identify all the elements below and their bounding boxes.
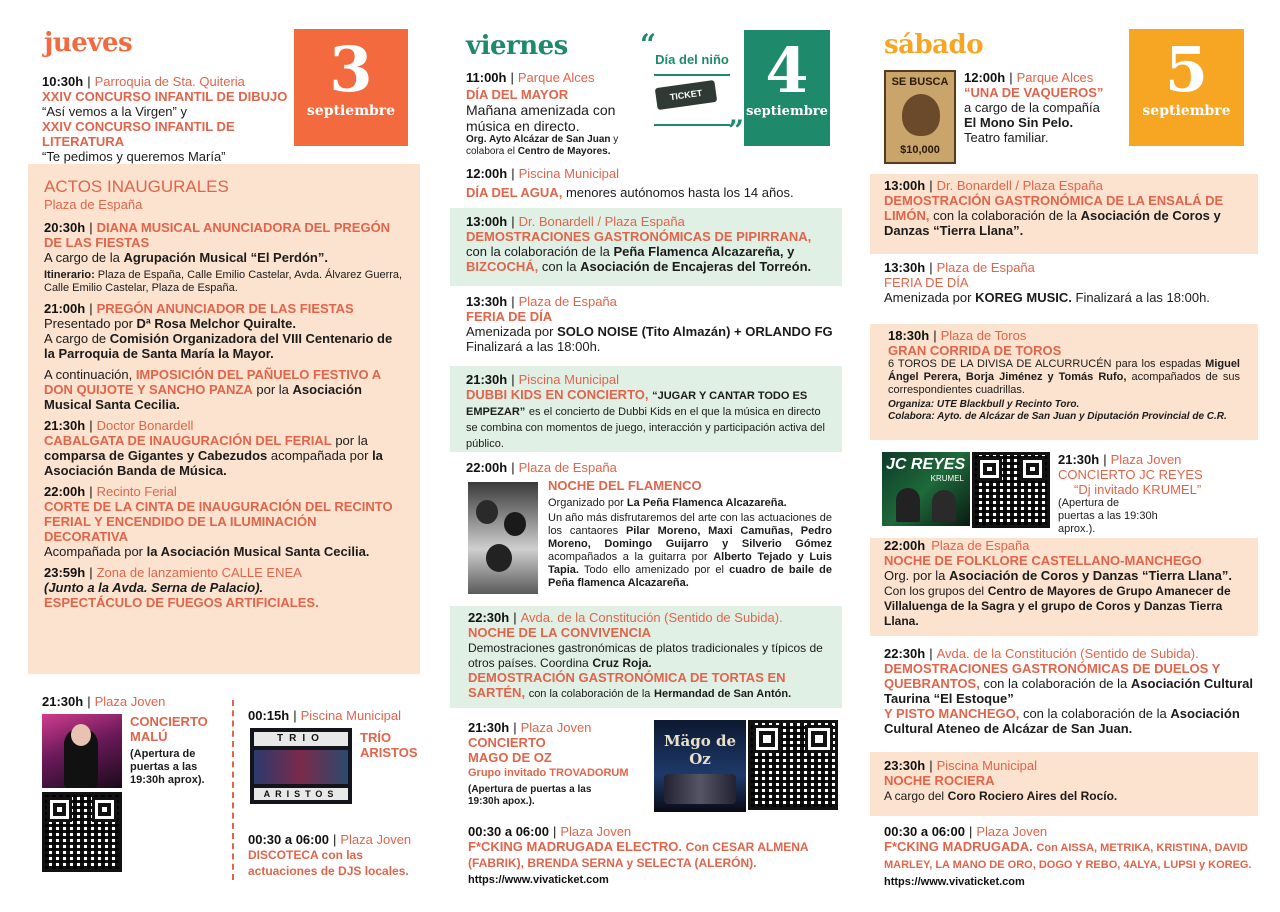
text: Un año más disfrutaremos del arte con las actuaciones de los cantaores xyxy=(548,512,832,537)
text-bold: El Mono Sin Pelo. xyxy=(964,115,1074,130)
event-title: FERIA DE DÍA xyxy=(466,309,553,324)
date-month: septiembre xyxy=(1142,103,1231,119)
text-bold: Miguel Ángel Perera, Borja Jiménez y Tomás Rufo, xyxy=(888,358,1240,383)
event-time: 22:00h xyxy=(466,460,508,475)
text-bold: Peña Flamenca Alcazareña, y xyxy=(613,244,795,259)
text-bold: Asociación Cultural Taurina “El Estoque” xyxy=(884,676,1253,706)
event-6: 22:30h | Avda. de la Constitución (Sentido de Subida). DEMOSTRACIONES GASTRONÓMICAS DE DUELOS Y QUEBRANTOS, con la colaboración de la Asociación Cultural Taurina “El Estoque” Y PISTO MANCHEGO, con la colaboración de la Asociación Cultural Ateneo de Alcázar de San Juan. xyxy=(884,646,1253,736)
event-place: Plaza Joven xyxy=(520,720,592,735)
event-guest: “Dj invitado KRUMEL” xyxy=(1074,482,1202,497)
section-place: Plaza de España xyxy=(44,197,143,212)
event-8: 00:30 a 06:00 | Plaza Joven DISCOTECA con las actuaciones de DJS locales. xyxy=(248,832,412,878)
event-8: 00:30 a 06:00 | Plaza Joven F*CKING MADRUGADA. Con AISSA, METRIKA, KRISTINA, DAVID MARLEY, LA MANO DE ORO, DOGO Y REBO, 4ALYA, LUPSI y KOREG. https://www.vivaticket.com xyxy=(884,824,1252,888)
text-bold: Org. Ayto Alcázar de San Juan xyxy=(466,134,611,145)
event-title: PREGÓN ANUNCIADOR DE LAS FIESTAS xyxy=(96,301,354,316)
event-title: DEMOSTRACIONES GASTRONÓMICAS DE PIPIRRANA, xyxy=(466,229,812,244)
text: con la colaboración de la xyxy=(466,244,610,259)
event-title: DIANA MUSICAL ANUNCIADORA DEL PREGÓN DE LAS FIESTAS xyxy=(44,220,391,250)
event-time: 21:30h xyxy=(468,720,510,735)
event-4: 22:00h | Recinto Ferial CORTE DE LA CINTA DE INAUGURACIÓN DEL RECINTO FERIAL Y ENCENDIDO DE LA ILUMINACIÓN DECORATIVA Acompañada por la Asociación Musical Santa Cecilia. xyxy=(44,484,393,559)
event-3: 21:30h | Doctor Bonardell CABALGATA DE INAUGURACIÓN DEL FERIAL por la comparsa de Gigantes y Cabezudos acompañada por la Asociación Banda de Música. xyxy=(44,418,383,478)
day-title: jueves xyxy=(44,28,133,58)
jc-reyes-photo xyxy=(882,452,970,526)
logo-text: ARISTOS xyxy=(254,788,348,800)
text: A continuación, xyxy=(44,367,133,382)
event-note: (Junto a la Avda. Serna de Palacio). xyxy=(44,580,264,595)
text: con la xyxy=(541,259,577,274)
event-place: Doctor Bonardell xyxy=(96,418,194,433)
ticket-icon: TICKET xyxy=(655,80,717,110)
event-title: DÍA DEL AGUA, xyxy=(466,185,563,200)
event-title: NOCHE DE FOLKLORE CASTELLANO-MANCHEGO xyxy=(884,553,1202,568)
text: Acompañada por xyxy=(44,544,144,559)
text-bold: Agrupación Musical “El Perdón”. xyxy=(123,250,328,265)
event-time: 22:30h xyxy=(884,646,926,661)
text: Finalizará a las 18:00h. xyxy=(466,339,601,354)
date-number: 4 xyxy=(765,34,809,107)
event-place: Plaza de España xyxy=(518,294,617,309)
actos-inaugurales-panel xyxy=(28,164,420,674)
text: Amenizada por xyxy=(466,324,554,339)
qr-code-mago-de-oz[interactable] xyxy=(748,720,838,810)
text-bold: Dª Rosa Melchor Quiralte. xyxy=(136,316,296,331)
collaborator: Colabora: Ayto. de Alcázar de San Juan y Diputación Provincial de C.R. xyxy=(888,411,1227,422)
event-place: Piscina Municipal xyxy=(518,166,620,181)
text: por la xyxy=(256,382,289,397)
event-place: Plaza Joven xyxy=(976,824,1048,839)
event-5: 22:00h | Plaza de España xyxy=(466,460,617,475)
event-title: BIZCOCHÁ, xyxy=(466,259,539,274)
text-bold: Centro de Mayores. xyxy=(517,146,611,157)
event-place: Plaza Joven xyxy=(560,824,632,839)
event-time: 23:59h xyxy=(44,565,86,580)
text-bold: Asociación Musical Santa Cecilia. xyxy=(44,382,362,412)
text-bold: la Asociación Banda de Música. xyxy=(44,448,383,478)
text-bold: Coro Rociero Aires del Rocío. xyxy=(947,789,1118,803)
event-5 xyxy=(870,538,1258,636)
event-subtitle: “Así vemos a la Virgen” y xyxy=(42,104,187,119)
text: Amenizada por xyxy=(884,290,972,305)
event-time: 21:30h xyxy=(42,694,84,709)
event-place: Plaza Joven xyxy=(1110,452,1182,467)
event-time: 18:30h xyxy=(888,328,930,343)
text-bold: “JUGAR Y CANTAR TODO ES EMPEZAR” xyxy=(466,390,808,418)
text: con la colaboración de la xyxy=(933,208,1077,223)
date-month: septiembre xyxy=(306,103,396,119)
event-2: 13:00h | Dr. Bonardell / Plaza España DEMOSTRACIONES GASTRONÓMICAS DE PIPIRRANA, con la colaboración de la Peña Flamenca Alcazareña, y BIZCOCHÁ, con la Asociación de Encajeras del Torreón. xyxy=(450,208,842,286)
event-title: DUBBI KIDS EN CONCIERTO, xyxy=(466,387,649,402)
divider xyxy=(232,700,234,880)
quote-close-icon: ” xyxy=(727,114,744,147)
text: Presentado por xyxy=(44,316,133,331)
se-busca-poster xyxy=(884,70,956,164)
event-7: 21:30h | Plaza Joven CONCIERTO MAGO DE OZ Grupo invitado TROVADORUM (Apertura de puertas a las 19:30h apox.). xyxy=(468,720,648,808)
event-title: F*CKING MADRUGADA. xyxy=(884,839,1033,854)
quote-open-icon: “ xyxy=(640,28,657,61)
event-place: Recinto Ferial xyxy=(96,484,177,499)
column-jueves xyxy=(28,0,420,912)
event-title: CORTE DE LA CINTA DE INAUGURACIÓN DEL RECINTO FERIAL Y ENCENDIDO DE LA ILUMINACIÓN DECORATIVA xyxy=(44,499,393,544)
event-place: Plaza de Toros xyxy=(940,328,1027,343)
event-title: GRAN CORRIDA DE TOROS xyxy=(888,343,1062,358)
event-time: 22:00h xyxy=(884,538,926,553)
text-bold: Comisión Organizadora del VIII Centenario de la Parroquia de Santa María la Mayor. xyxy=(44,331,393,361)
event-3: 18:30h | Plaza de Toros GRAN CORRIDA DE TOROS 6 TOROS DE LA DIVISA DE ALCURRUCÉN para los espadas Miguel Ángel Perera, Borja Jiménez y Tomás Rufo, acompañados de sus correspondientes cuadrillas. Organiza: UTE Blackbull y Recinto Toro. Colabora: Ayto. de Alcázar de San Juan y Diputación Provincial de C.R. xyxy=(870,324,1258,440)
event-place: Avda. de la Constitución (Sentido de Subida). xyxy=(520,610,783,625)
event-title: CONCIERTO MALÚ xyxy=(130,714,208,744)
event-title: IMPOSICIÓN DEL PAÑUELO FESTIVO A DON QUIJOTE Y SANCHO PANZA xyxy=(44,367,381,397)
column-sabado xyxy=(870,0,1260,912)
event-time: 13:30h xyxy=(884,260,926,275)
trio-aristos-logo xyxy=(250,728,352,804)
text: Todo ello amenizado por el xyxy=(583,564,724,576)
event-time: 13:30h xyxy=(466,294,508,309)
event-time: 12:00h xyxy=(466,166,508,181)
text: acompañados de sus correspondientes cuadrillas. xyxy=(888,371,1240,396)
event-place: Dr. Bonardell / Plaza España xyxy=(936,178,1103,193)
text: a cargo de la compañía xyxy=(964,100,1100,115)
event-place: Plaza Joven xyxy=(340,832,412,847)
text: acompañada por xyxy=(270,448,369,463)
event-time: 00:30 a 06:00 xyxy=(248,832,329,847)
event-6: 22:30h | Avda. de la Constitución (Sentido de Subida). NOCHE DE LA CONVIVENCIA Demostraciones gastronómicas de platos tradicionales y típicos de otros países. Coordina Cruz Roja. DEMOSTRACIÓN GASTRONÓMICA DE TORTAS EN SARTÉN, con la colaboración de la Hermandad de San Antón. xyxy=(450,606,842,708)
event-title: XXIV CONCURSO INFANTIL DE LITERATURA xyxy=(42,119,235,149)
event-place: Plaza de España xyxy=(936,260,1035,275)
event-0: 10:30h | Parroquia de Sta. Quiteria XXIV CONCURSO INFANTIL DE DIBUJO “Así vemos a la Virgen” y XXIV CONCURSO INFANTIL DE LITERATURA “Te pedimos y queremos María” xyxy=(42,74,288,164)
event-1: 12:00h | Piscina Municipal DÍA DEL AGUA, menores autónomos hasta los 14 años. xyxy=(466,166,794,200)
event-desc: menores autónomos hasta los 14 años. xyxy=(565,185,794,200)
text: Org. por la xyxy=(884,568,946,583)
poster-text: $10,000 xyxy=(900,144,940,156)
text-bold: Centro de Mayores de Grupo Amanecer de Villaluenga de la Sagra y el grupo de Coros y Danzas Tierra Llana. xyxy=(884,584,1231,628)
event-time: 23:30h xyxy=(884,758,926,773)
event-place: Zona de lanzamiento CALLE ENEA xyxy=(96,565,302,580)
text-bold: Asociación de Coros y Danzas “Tierra Llana”. xyxy=(884,208,1221,238)
ticket-link[interactable]: https://www.vivaticket.com xyxy=(884,876,1025,888)
event-subtitle: “Te pedimos y queremos María” xyxy=(42,149,226,164)
event-note: (Apertura de puertas a las 19:30h apox.). xyxy=(468,784,592,807)
event-desc: Con AISSA, METRIKA, KRISTINA, DAVID MARLEY, LA MANO DE ORO, DOGO Y REBO, 4ALYA, LUPSI y KOREG. xyxy=(884,842,1252,871)
event-time: 21:30h xyxy=(1058,452,1100,467)
text: A cargo de xyxy=(44,331,107,346)
event-title: CABALGATA DE INAUGURACIÓN DEL FERIAL xyxy=(44,433,332,448)
event-time: 20:30h xyxy=(44,220,86,235)
event-place: Plaza Joven xyxy=(94,694,166,709)
event-desc: Demostraciones gastronómicas de platos tradicionales y típicos de otros países. Coordina xyxy=(468,641,823,670)
event-title: NOCHE ROCIERA xyxy=(884,773,995,788)
logo-text: Mägo de Oz xyxy=(663,732,737,768)
event-6-info xyxy=(130,714,216,787)
column-viernes xyxy=(450,0,842,912)
event-guest: Grupo invitado TROVADORUM xyxy=(468,767,629,779)
text: por la xyxy=(335,433,368,448)
text-bold: cuadro de baile de Peña flamenca Alcazareña. xyxy=(548,564,832,589)
event-desc: es el concierto de Dubbi Kids en el que la música en directo se combina con momentos de juego, interacción y participación activa del público. xyxy=(466,406,825,450)
event-0: 12:00h | Parque Alces “UNA DE VAQUEROS” a cargo de la compañía El Mono Sin Pelo. Teatro familiar. xyxy=(964,70,1104,145)
event-2: 13:30h | Plaza de España FERIA DE DÍA Amenizada por KOREG MUSIC. Finalizará a las 18:00h. xyxy=(884,260,1210,305)
poster-text: SE BUSCA xyxy=(891,76,949,88)
event-4: 21:30h | Plaza Joven CONCIERTO JC REYES “Dj invitado KRUMEL” (Apertura de puertas a las 19:30h aprox.). xyxy=(1058,452,1203,535)
text-bold: Alberto Tejado y Luis Tapia. xyxy=(548,551,833,576)
text: Organizado por xyxy=(548,497,624,509)
text: Teatro familiar. xyxy=(964,130,1049,145)
event-time: 21:30h xyxy=(44,418,86,433)
event-time: 13:00h xyxy=(466,214,508,229)
text-bold: Asociación de Coros y Danzas “Tierra Llana”. xyxy=(949,568,1233,583)
event-place: Piscina Municipal xyxy=(300,708,402,723)
event-time: 21:30h xyxy=(466,372,508,387)
dia-del-nino-badge xyxy=(640,28,744,146)
itinerary: Plaza de España, Calle Emilio Castelar, Avda. Álvarez Guerra, Calle Emilio Castelar, Plaza de España. xyxy=(44,269,403,294)
event-time: 00:30 a 06:00 xyxy=(468,824,549,839)
event-place: Avda. de la Constitución (Sentido de Subida). xyxy=(936,646,1199,661)
day-title: viernes xyxy=(466,31,568,61)
event-title: FERIA DE DÍA xyxy=(884,275,969,290)
text-bold: Asociación Cultural Ateneo de Alcázar de San Juan. xyxy=(884,706,1240,736)
event-title: ESPECTÁCULO DE FUEGOS ARTIFICIALES. xyxy=(44,595,319,610)
text: A cargo del xyxy=(884,789,945,803)
event-place: Plaza de España xyxy=(931,538,1030,553)
event-5-info xyxy=(548,478,832,590)
event-5: 23:59h | Zona de lanzamiento CALLE ENEA (Junto a la Avda. Serna de Palacio). ESPECTÁCULO DE FUEGOS ARTIFICIALES. xyxy=(44,565,319,610)
text: 6 TOROS DE LA DIVISA DE ALCURRUCÉN para los espadas xyxy=(888,358,1202,370)
date-badge xyxy=(744,30,830,146)
organizer: Organiza: UTE Blackbull y Recinto Toro. xyxy=(888,399,1080,410)
event-title: XXIV CONCURSO INFANTIL DE DIBUJO xyxy=(42,89,288,104)
text-bold: SOLO NOISE (Tito Almazán) + ORLANDO FG xyxy=(557,324,833,339)
date-badge xyxy=(1129,29,1244,146)
event-place: Plaza de España xyxy=(518,460,617,475)
text-bold: Hermandad de San Antón. xyxy=(654,688,792,700)
day-title: sábado xyxy=(884,30,984,60)
date-number: 5 xyxy=(1164,33,1209,106)
text: con la colaboración de la xyxy=(528,688,651,700)
text: con la colaboración de la xyxy=(983,676,1128,691)
event-place: Piscina Municipal xyxy=(936,758,1038,773)
event-note: (Apertura de puertas a las 19:30h aprox.). xyxy=(1058,497,1158,535)
text-bold: Pilar Moreno, Maxi Camuñas, Pedro Moreno, Domingo Guijarro y Silverio Gómez xyxy=(548,525,832,550)
event-time: 22:30h xyxy=(468,610,510,625)
event-title: DEMOSTRACIÓN GASTRONÓMICA DE TORTAS EN SARTÉN, xyxy=(468,670,786,700)
itinerary-label: Itinerario: xyxy=(44,269,95,281)
event-title: NOCHE DEL FLAMENCO xyxy=(548,478,702,493)
text-bold: Asociación de Encajeras del Torreón. xyxy=(580,259,812,274)
event-title: F*CKING MADRUGADA ELECTRO. xyxy=(468,839,683,854)
date-number: 3 xyxy=(329,33,373,106)
section-title: ACTOS INAUGURALES xyxy=(44,177,229,196)
event-title: Y PISTO MANCHEGO, xyxy=(884,706,1020,721)
event-place: Piscina Municipal xyxy=(518,372,620,387)
date-badge xyxy=(294,29,408,146)
event-title: CONCIERTO JC REYES xyxy=(1058,467,1203,482)
event-title: DISCOTECA con las actuaciones de DJS locales. xyxy=(248,848,409,878)
event-1: 20:30h | DIANA MUSICAL ANUNCIADORA DEL PREGÓN DE LAS FIESTAS A cargo de la Agrupación Musical “El Perdón”. Itinerario: Plaza de España, Calle Emilio Castelar, Avda. Álvarez Guerra, Calle Emilio Castelar, Plaza de España. xyxy=(44,220,403,294)
event-place: Parroquia de Sta. Quiteria xyxy=(94,74,245,89)
event-3: 13:30h | Plaza de España FERIA DE DÍA Amenizada por SOLO NOISE (Tito Almazán) + ORLANDO FG Finalizará a las 18:00h. xyxy=(466,294,833,354)
event-title: NOCHE DE LA CONVIVENCIA xyxy=(468,625,651,640)
event-title: CONCIERTO MAGO DE OZ xyxy=(468,735,552,765)
event-2: 21:00h | PREGÓN ANUNCIADOR DE LAS FIESTAS Presentado por Dª Rosa Melchor Quiralte. A cargo de Comisión Organizadora del VIII Centenario de la Parroquia de Santa María la Mayor. A continuación, IMPOSICIÓN DEL PAÑUELO FESTIVO A DON QUIJOTE Y SANCHO PANZA por la Asociación Musical Santa Cecilia. xyxy=(44,301,393,412)
event-7: 23:30h | Piscina Municipal NOCHE ROCIERA A cargo del Coro Rociero Aires del Rocío. xyxy=(870,752,1258,816)
event-1: 13:00h | Dr. Bonardell / Plaza España DEMOSTRACIÓN GASTRONÓMICA DE LA ENSALÁ DE LIMÓN, con la colaboración de la Asociación de Coros y Danzas “Tierra Llana”. xyxy=(870,174,1258,254)
text-bold: La Peña Flamenca Alcazareña. xyxy=(626,497,787,509)
event-place: Parque Alces xyxy=(1016,70,1094,85)
flamenco-photo xyxy=(468,482,538,594)
text-bold: Cruz Roja. xyxy=(592,656,652,670)
event-title: DEMOSTRACIÓN GASTRONÓMICA DE LA ENSALÁ DE LIMÓN, xyxy=(884,193,1224,223)
event-time: 21:00h xyxy=(44,301,86,316)
event-place: Dr. Bonardell / Plaza España xyxy=(518,214,685,229)
event-time: 12:00h xyxy=(964,70,1006,85)
text: A cargo de la xyxy=(44,250,120,265)
event-desc: Mañana amenizada con música en directo. xyxy=(466,102,616,134)
logo-text: TRIO xyxy=(254,732,348,746)
text-bold: la Asociación Musical Santa Cecilia. xyxy=(146,544,370,559)
text: acompañados a la guitarra por xyxy=(548,551,708,563)
qr-code-jc-reyes[interactable] xyxy=(972,452,1050,528)
mago-de-oz-logo xyxy=(654,720,746,812)
malu-photo xyxy=(42,714,122,788)
event-0: 11:00h | Parque Alces DÍA DEL MAYOR Mañana amenizada con música en directo. Org. Ayto Alcázar de San Juan y colabora el Centro de Mayores. xyxy=(466,70,619,157)
event-time: 10:30h xyxy=(42,74,84,89)
event-time: 11:00h xyxy=(466,70,507,85)
event-desc: Con CESAR ALMENA (FABRIK), BRENDA SERNA y SELECTA (ALERÓN). xyxy=(468,840,809,870)
text: Con los grupos del xyxy=(884,584,985,598)
event-time: 00:30 a 06:00 xyxy=(884,824,965,839)
qr-code-malu[interactable] xyxy=(42,792,122,872)
event-8: 00:30 a 06:00 | Plaza Joven F*CKING MADRUGADA ELECTRO. Con CESAR ALMENA (FABRIK), BRENDA SERNA y SELECTA (ALERÓN). https://www.vivaticket.com xyxy=(468,824,809,886)
text: Finalizará a las 18:00h. xyxy=(1075,290,1210,305)
logo-text: KRUMEL xyxy=(930,474,964,483)
text-bold: KOREG MUSIC. xyxy=(975,290,1072,305)
event-7: 00:15h | Piscina Municipal xyxy=(248,708,402,723)
event-time: 22:00h xyxy=(44,484,86,499)
event-title: DÍA DEL MAYOR xyxy=(466,87,569,102)
event-place: Parque Alces xyxy=(517,70,595,85)
event-note: (Apertura de puertas a las 19:30h aprox). xyxy=(130,748,205,786)
dia-del-nino-label: Día del niño xyxy=(655,52,729,67)
event-title: TRÍO ARISTOS xyxy=(360,730,418,760)
text: y colabora el xyxy=(466,134,619,157)
event-title: DEMOSTRACIONES GASTRONÓMICAS DE DUELOS Y QUEBRANTOS, xyxy=(884,661,1221,691)
event-4: 21:30h | Piscina Municipal DUBBI KIDS EN CONCIERTO, “JUGAR Y CANTAR TODO ES EMPEZAR” es el concierto de Dubbi Kids en el que la música en directo se combina con momentos de juego, interacción y participación activa del público. xyxy=(450,366,842,452)
date-month: septiembre xyxy=(746,104,828,119)
text-bold: comparsa de Gigantes y Cabezudos xyxy=(44,448,268,463)
logo-text: JC REYES xyxy=(886,456,966,473)
text: con la colaboración de la xyxy=(1022,706,1167,721)
event-time: 13:00h xyxy=(884,178,926,193)
ticket-link[interactable]: https://www.vivaticket.com xyxy=(468,874,609,886)
event-title: “UNA DE VAQUEROS” xyxy=(964,85,1104,100)
event-time: 00:15h xyxy=(248,708,290,723)
event-6: 21:30h | Plaza Joven xyxy=(42,694,166,709)
